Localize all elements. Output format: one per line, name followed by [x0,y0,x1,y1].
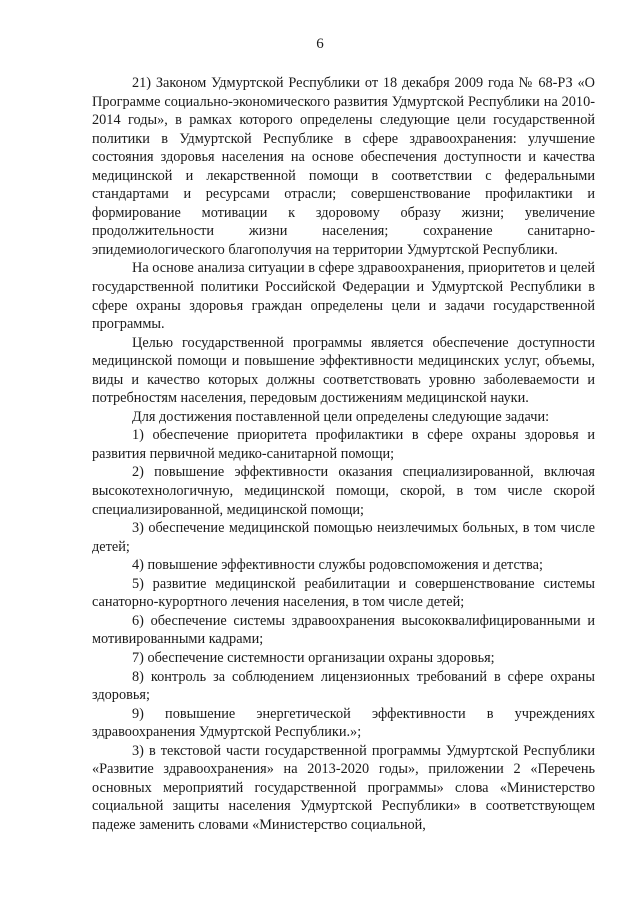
task-item-9: 9) повышение энергетической эффективности в учреждениях здравоохранения Удмуртской Республики.»; [92,705,595,741]
paragraph-program-goal: Целью государственной программы является обеспечение доступности медицинской помощи и повышение эффективности медицинских услуг, объемы, виды и качество которых должны соответствовать уровню заболеваемости и потребностям населения, передовым достижениям медицинской науки. [92,334,595,407]
task-item-8: 8) контроль за соблюдением лицензионных требований в сфере охраны здоровья; [92,668,595,704]
task-item-3: 3) обеспечение медицинской помощью неизлечимых больных, в том числе детей; [92,520,595,555]
task-item-5: 5) развитие медицинской реабилитации и совершенствование системы санаторно-курортного лечения населения, в том числе детей; [92,575,595,611]
paragraph-analysis: На основе анализа ситуации в сфере здравоохранения, приоритетов и целей государственной политики Российской Федерации и Удмуртской Республики в сфере охраны здоровья граждан определены цели и задачи государственной программы. [92,260,596,333]
task-item-4: 4) повышение эффективности службы родовспоможения и детства; [132,557,543,574]
paragraph-law-68rz: 21) Законом Удмуртской Республики от 18 декабря 2009 года № 68-РЗ «О Программе социально-экономического развития Удмуртской Республики на 2010-2014 годы», в рамках которого определены следующие цели государственной политики в Удмуртской Республике в сфере здравоохранения: улучшение состояния здоровья населения на основе обеспечения доступности и качества медицинской и лекарственной помощи в соответствии с федеральными стандартами и ресурсами отрасли; совершенствование профилактики и формирование мотивации к здоровому образу жизни; увеличение продолжительности жизни населения; сохранение санитарно-эпидемиологического благополучия на территории Удмуртской Республики. [92,75,595,258]
task-item-1: 1) обеспечение приоритета профилактики в сфере охраны здоровья и развития первичной медико-санитарной помощи; [92,427,595,462]
paragraph-tasks-intro: Для достижения поставленной цели определены следующие задачи: [132,408,550,425]
paragraph-amendment-3: 3) в текстовой части государственной программы Удмуртской Республики «Развитие здравоохранения» на 2013-2020 годы», приложении 2 «Перечень основных мероприятий государственной программы» слова «Министерство социальной защиты населения Удмуртской Республики» в соответствующем падеже заменить словами «Министерство социальной, [92,742,595,833]
task-item-7: 7) обеспечение системности организации охраны здоровья; [132,649,495,666]
task-item-6: 6) обеспечение системы здравоохранения высококвалифицированными и мотивированными кадрами; [92,612,595,648]
task-item-2: 2) повышение эффективности оказания специализированной, включая высокотехнологичную, медицинской помощи, скорой, в том числе скорой специализированной, медицинской помощи; [92,464,595,518]
document-body [92,74,595,834]
page-number: 6 [316,36,324,52]
